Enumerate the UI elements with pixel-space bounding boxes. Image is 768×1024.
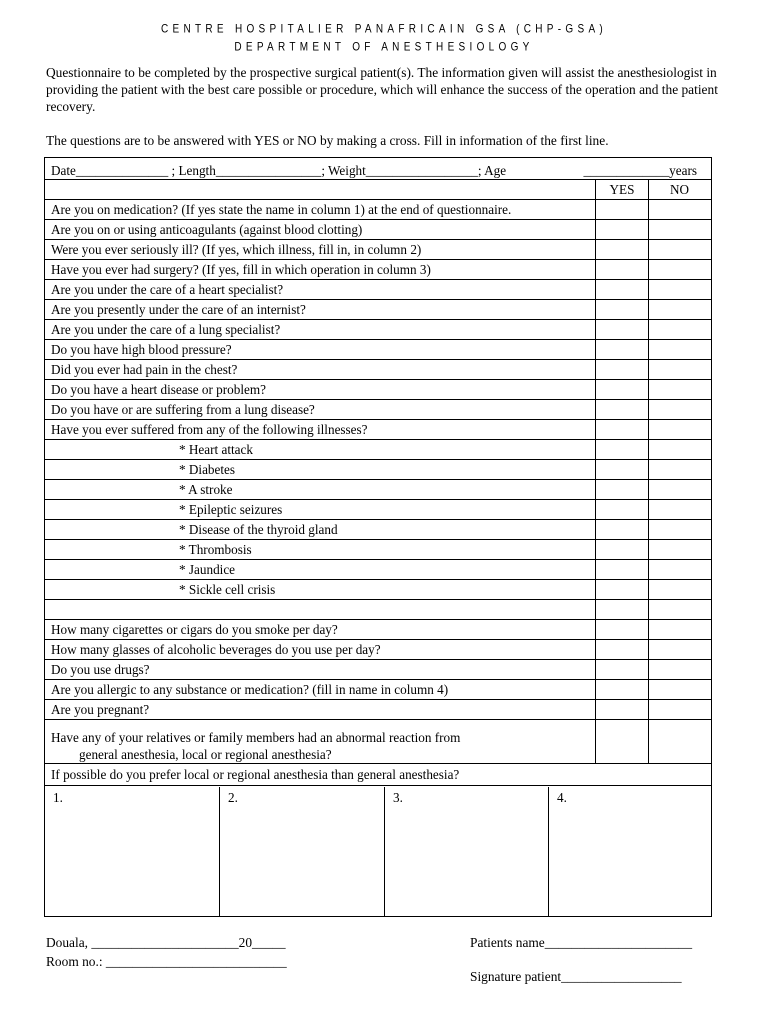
question-row xyxy=(45,320,711,340)
question-row xyxy=(45,640,711,660)
question-text: Do you have or are suffering from a lung disease? xyxy=(51,402,315,417)
column-1-box[interactable] xyxy=(45,787,219,916)
yes-checkbox[interactable] xyxy=(595,500,648,519)
douala-date-field[interactable]: Douala, ______________________20_____ xyxy=(46,935,286,950)
first-line-row xyxy=(45,158,711,180)
column-3-box[interactable] xyxy=(384,787,548,916)
question-row xyxy=(45,360,711,380)
question-text: Are you allergic to any substance or medication? (fill in name in column 4) xyxy=(51,682,449,697)
question-row xyxy=(45,660,711,680)
question-text: Have you ever had surgery? (If yes, fill in which operation in column 3) xyxy=(51,262,431,277)
yes-checkbox[interactable] xyxy=(595,300,648,319)
yes-column-header: YES xyxy=(595,180,648,199)
yes-checkbox[interactable] xyxy=(595,260,648,279)
illness-text: * Epileptic seizures xyxy=(179,502,283,517)
no-column-header: NO xyxy=(648,180,710,199)
illness-text: * Thrombosis xyxy=(179,542,252,557)
department-name: DEPARTMENT OF ANESTHESIOLOGY xyxy=(234,41,534,54)
column-2-number: 2. xyxy=(228,790,238,805)
no-checkbox[interactable] xyxy=(648,620,710,639)
yes-checkbox[interactable] xyxy=(595,280,648,299)
illness-text: * Sickle cell crisis xyxy=(179,582,276,597)
instructions-paragraph: The questions are to be answered with YES or NO by making a cross. Fill in information of the first line. xyxy=(46,133,609,148)
no-checkbox[interactable] xyxy=(648,700,710,719)
yes-checkbox[interactable] xyxy=(595,580,648,599)
no-checkbox[interactable] xyxy=(648,660,710,679)
illness-row xyxy=(45,460,711,480)
column-2-box[interactable] xyxy=(219,787,384,916)
preference-question-text: If possible do you prefer local or regional anesthesia than general anesthesia? xyxy=(51,767,460,782)
yes-checkbox[interactable] xyxy=(595,360,648,379)
no-checkbox[interactable] xyxy=(648,440,710,459)
illness-row xyxy=(45,520,711,540)
illness-text: * Heart attack xyxy=(179,442,253,457)
no-checkbox[interactable] xyxy=(648,540,710,559)
column-4-number: 4. xyxy=(557,790,567,805)
question-text: Do you use drugs? xyxy=(51,662,150,677)
no-checkbox[interactable] xyxy=(648,420,710,439)
question-text: Are you presently under the care of an internist? xyxy=(51,302,306,317)
yes-checkbox[interactable] xyxy=(595,340,648,359)
question-text: Are you under the care of a heart specialist? xyxy=(51,282,284,297)
no-checkbox[interactable] xyxy=(648,380,710,399)
question-text: Are you under the care of a lung specialist? xyxy=(51,322,281,337)
illness-text: * Diabetes xyxy=(179,462,236,477)
column-1-number: 1. xyxy=(53,790,63,805)
illness-text: * Disease of the thyroid gland xyxy=(179,522,338,537)
column-4-box[interactable] xyxy=(548,787,710,916)
yes-checkbox[interactable] xyxy=(595,640,648,659)
yes-checkbox[interactable] xyxy=(595,220,648,239)
yes-checkbox[interactable] xyxy=(595,600,648,619)
no-checkbox[interactable] xyxy=(648,580,710,599)
question-row xyxy=(45,240,711,260)
question-row xyxy=(45,400,711,420)
no-checkbox[interactable] xyxy=(648,500,710,519)
question-row xyxy=(45,280,711,300)
no-checkbox[interactable] xyxy=(648,320,710,339)
question-text: Do you have high blood pressure? xyxy=(51,342,232,357)
questionnaire-form xyxy=(44,157,712,917)
yes-checkbox[interactable] xyxy=(595,460,648,479)
yes-checkbox[interactable] xyxy=(595,200,648,219)
yes-checkbox[interactable] xyxy=(595,320,648,339)
yes-checkbox[interactable] xyxy=(595,560,648,579)
first-line-fields[interactable]: Date______________ ; Length________________; Weight_________________; Age xyxy=(51,163,507,178)
yes-checkbox[interactable] xyxy=(595,660,648,679)
no-checkbox[interactable] xyxy=(648,280,710,299)
illness-text: * Jaundice xyxy=(179,562,236,577)
yes-checkbox[interactable] xyxy=(595,420,648,439)
question-row xyxy=(45,700,711,720)
no-checkbox[interactable] xyxy=(648,340,710,359)
question-row xyxy=(45,200,711,220)
question-text: Are you on or using anticoagulants (against blood clotting) xyxy=(51,222,363,237)
question-text: Did you ever had pain in the chest? xyxy=(51,362,238,377)
preference-question-row xyxy=(45,764,711,786)
question-text: How many cigarettes or cigars do you smoke per day? xyxy=(51,622,338,637)
question-row xyxy=(45,420,711,440)
yes-checkbox[interactable] xyxy=(595,440,648,459)
question-row xyxy=(45,380,711,400)
no-checkbox[interactable] xyxy=(648,360,710,379)
illness-text: * A stroke xyxy=(179,482,233,497)
yes-checkbox[interactable] xyxy=(595,620,648,639)
illness-row xyxy=(45,440,711,460)
question-text: Are you on medication? (If yes state the name in column 1) at the end of questionnaire. xyxy=(51,202,512,217)
question-row xyxy=(45,260,711,280)
yes-checkbox[interactable] xyxy=(595,480,648,499)
illness-row xyxy=(45,540,711,560)
question-text: Were you ever seriously ill? (If yes, which illness, fill in, in column 2) xyxy=(51,242,422,257)
question-row xyxy=(45,680,711,700)
yes-checkbox[interactable] xyxy=(595,680,648,699)
question-row xyxy=(45,340,711,360)
no-checkbox[interactable] xyxy=(648,400,710,419)
question-row xyxy=(45,300,711,320)
no-checkbox[interactable] xyxy=(648,460,710,479)
illness-row xyxy=(45,480,711,500)
patient-signature-field[interactable]: Signature patient__________________ xyxy=(470,969,682,984)
blank-row xyxy=(45,600,711,620)
patient-name-field[interactable]: Patients name______________________ xyxy=(470,935,693,950)
question-row xyxy=(45,620,711,640)
relatives-question-line1: Have any of your relatives or family members had an abnormal reaction from xyxy=(51,730,461,745)
no-checkbox[interactable] xyxy=(648,260,710,279)
no-checkbox[interactable] xyxy=(648,600,710,619)
room-number-field[interactable]: Room no.: ___________________________ xyxy=(46,954,287,969)
question-text: Are you pregnant? xyxy=(51,702,150,717)
yes-checkbox[interactable] xyxy=(595,720,648,763)
no-checkbox[interactable] xyxy=(648,480,710,499)
yes-checkbox[interactable] xyxy=(595,520,648,539)
yes-checkbox[interactable] xyxy=(595,700,648,719)
no-checkbox[interactable] xyxy=(648,520,710,539)
no-checkbox[interactable] xyxy=(648,560,710,579)
question-row xyxy=(45,220,711,240)
yes-checkbox[interactable] xyxy=(595,240,648,259)
no-checkbox[interactable] xyxy=(648,640,710,659)
hospital-name: CENTRE HOSPITALIER PANAFRICAIN GSA (CHP-GSA) xyxy=(160,23,608,36)
relatives-question-row xyxy=(45,720,711,764)
no-checkbox[interactable] xyxy=(648,240,710,259)
illness-row xyxy=(45,580,711,600)
illness-row xyxy=(45,500,711,520)
question-text: Have you ever suffered from any of the following illnesses? xyxy=(51,422,368,437)
question-text: Do you have a heart disease or problem? xyxy=(51,382,266,397)
yes-checkbox[interactable] xyxy=(595,380,648,399)
question-text: How many glasses of alcoholic beverages do you use per day? xyxy=(51,642,381,657)
age-years-field[interactable]: _____________years xyxy=(583,163,697,178)
no-checkbox[interactable] xyxy=(648,200,710,219)
yes-no-header-row xyxy=(45,180,711,200)
illness-row xyxy=(45,560,711,580)
intro-paragraph: Questionnaire to be completed by the prospective surgical patient(s). The information given will assist the anesthesiologist in providing the patient with the best care possible or procedure, which will enhance the success of the operation and the patient recovery. xyxy=(46,65,718,114)
relatives-question-line2: general anesthesia, local or regional anesthesia? xyxy=(79,747,332,762)
no-checkbox[interactable] xyxy=(648,220,710,239)
no-checkbox[interactable] xyxy=(648,300,710,319)
column-3-number: 3. xyxy=(393,790,403,805)
yes-checkbox[interactable] xyxy=(595,400,648,419)
no-checkbox[interactable] xyxy=(648,680,710,699)
yes-checkbox[interactable] xyxy=(595,540,648,559)
no-checkbox[interactable] xyxy=(648,720,710,763)
